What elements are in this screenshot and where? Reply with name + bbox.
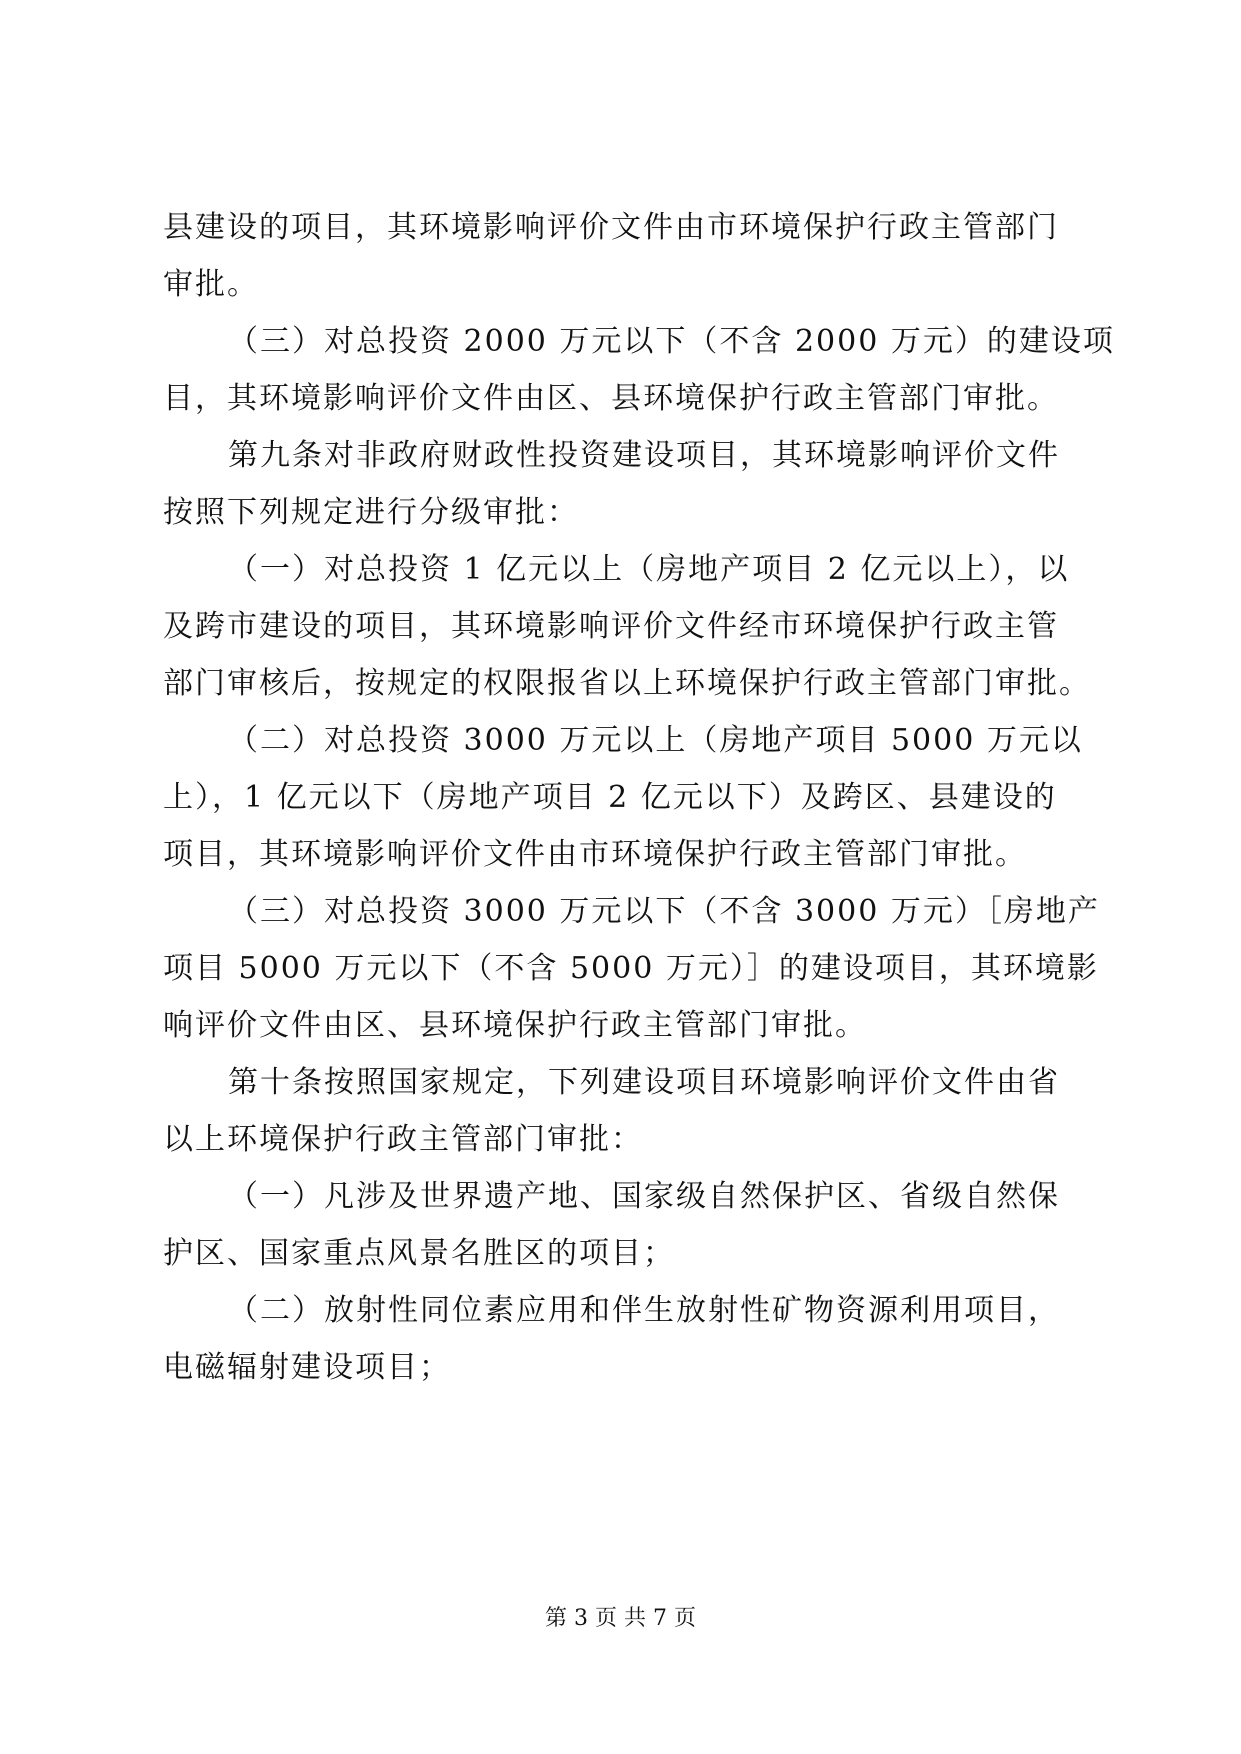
- text-line: 响评价文件由区、县环境保护行政主管部门审批。: [163, 1008, 867, 1043]
- text-line: 审批。: [163, 267, 259, 302]
- text-line: （一）对总投资 1 亿元以上（房地产项目 2 亿元以上），以: [228, 552, 1070, 587]
- text-line: 项目，其环境影响评价文件由市环境保护行政主管部门审批。: [163, 837, 1027, 872]
- text-line: 以上环境保护行政主管部门审批：: [163, 1122, 643, 1157]
- text-line: 第九条对非政府财政性投资建设项目，其环境影响评价文件: [228, 438, 1060, 473]
- text-line: 目，其环境影响评价文件由区、县环境保护行政主管部门审批。: [163, 381, 1059, 416]
- text-line: （二）放射性同位素应用和伴生放射性矿物资源利用项目，: [228, 1293, 1060, 1328]
- text-line: 部门审核后，按规定的权限报省以上环境保护行政主管部门审批。: [163, 666, 1091, 701]
- text-line: 县建设的项目，其环境影响评价文件由市环境保护行政主管部门: [163, 210, 1059, 245]
- text-line: 上），1 亿元以下（房地产项目 2 亿元以下）及跨区、县建设的: [163, 780, 1057, 815]
- text-line: 第十条按照国家规定，下列建设项目环境影响评价文件由省: [228, 1065, 1060, 1100]
- text-line: （三）对总投资 2000 万元以下（不含 2000 万元）的建设项: [228, 324, 1115, 359]
- text-line: 及跨市建设的项目，其环境影响评价文件经市环境保护行政主管: [163, 609, 1059, 644]
- text-line: 项目 5000 万元以下（不含 5000 万元）］的建设项目，其环境影: [163, 951, 1099, 986]
- text-line: 按照下列规定进行分级审批：: [163, 495, 579, 530]
- page-number-footer: 第 3 页 共 7 页: [545, 1606, 696, 1631]
- text-line: （一）凡涉及世界遗产地、国家级自然保护区、省级自然保: [228, 1179, 1060, 1214]
- text-line: 电磁辐射建设项目；: [163, 1350, 451, 1385]
- text-line: 护区、国家重点风景名胜区的项目；: [163, 1236, 675, 1271]
- text-line: （二）对总投资 3000 万元以上（房地产项目 5000 万元以: [228, 723, 1083, 758]
- text-line: （三）对总投资 3000 万元以下（不含 3000 万元）［房地产: [228, 894, 1100, 929]
